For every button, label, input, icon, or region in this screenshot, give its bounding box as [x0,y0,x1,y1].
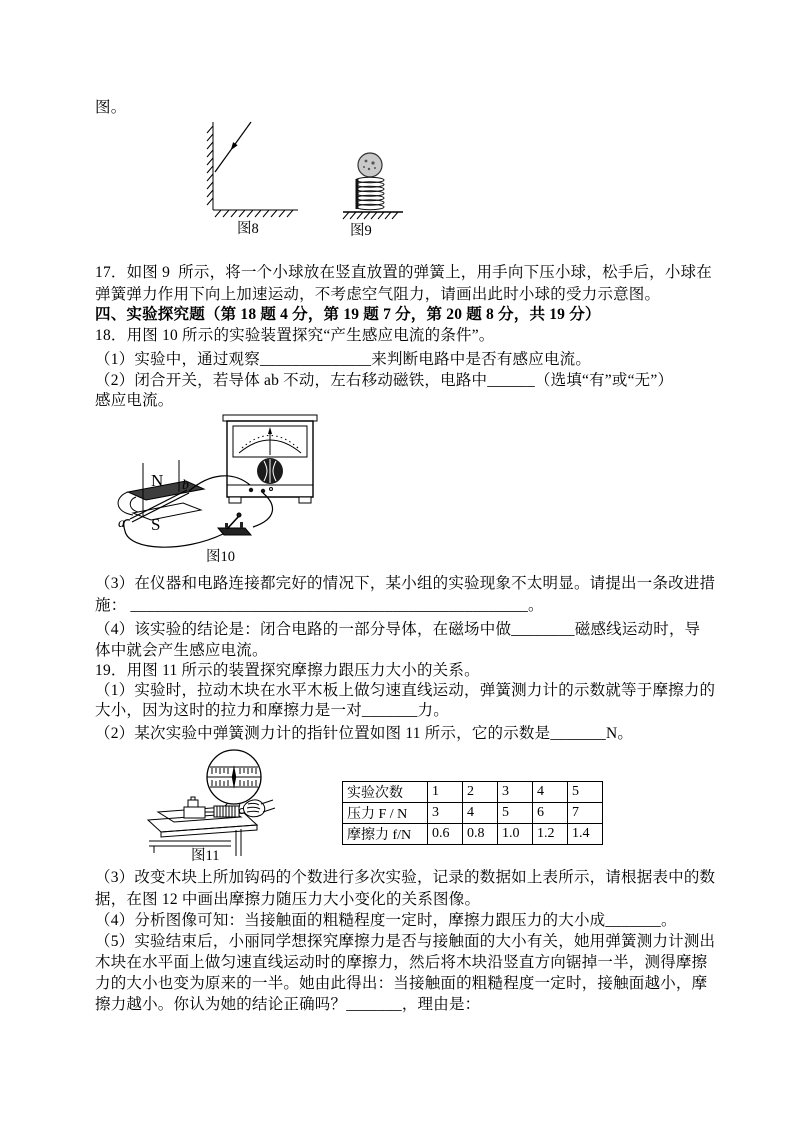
q19-part5-line2: 木块在水平面上做匀速直线运动时的摩擦力，然后将木块沿竖直方向锯掉一半，测得摩擦 [95,954,708,971]
row-header: 实验次数 [343,782,428,803]
figure-10-induction-experiment [105,413,355,563]
figure-9-ball-on-spring [333,138,418,230]
q19-part3-line1: （3）改变木块上所加钩码的个数进行多次实验，记录的数据如上表所示，请根据表中的数 [95,869,716,886]
ball-icon [358,153,382,177]
figure-9-label: 图9 [350,223,372,239]
galvanometer-icon [223,415,317,503]
wood-block-icon [184,797,205,818]
figure-8-wall-ray-diagram [195,116,310,221]
table-row: 实验次数 1 2 3 4 5 [343,782,603,803]
rod-end-b-label: b [182,478,189,493]
pole-s-label: S [151,515,161,534]
q19-stem: 19．用图 11 所示的装置探究摩擦力跟压力大小的关系。 [95,662,480,679]
q18-part3-line2: 施： __________________________________________________。 [95,597,544,614]
q18-part3-line1: （3）在仪器和电路连接都完好的情况下，某小组的实验现象不太明显。请提出一条改进措 [95,575,716,592]
q18-part1: （1）实验中，通过观察______________来判断电路中是否有感应电流。 [95,351,592,368]
friction-data-table [342,781,603,845]
q19-part5-line1: （5）实验结束后，小丽同学想探究摩擦力是否与接触面的大小有关，她用弹簧测力计测出 [95,933,716,950]
magnifier-scale-icon [207,750,261,808]
q18-stem: 18．用图 10 所示的实验装置探究“产生感应电流的条件”。 [95,327,495,344]
q19-part5-line4: 擦力越小。你认为她的结论正确吗？_______，理由是： [95,996,481,1013]
q19-part3-line2: 据，在图 12 中画出摩擦力随压力大小变化的关系图像。 [95,891,481,908]
switch-icon [218,513,251,535]
q19-part2: （2）某次实验中弹簧测力计的指针位置如图 11 所示，它的示数是_______N。 [95,725,634,742]
ray-arrow-icon [215,122,251,172]
q19-part5-line3: 力的大小也变为原来的一半。她由此得出：当接触面的粗糙程度一定时，接触面越小，摩 [95,975,708,992]
row-header: 摩擦力 f/N [343,824,428,845]
q18-part2-line2: 感应电流。 [95,392,174,409]
rod-end-a-label: a [118,516,125,531]
q17-line-1: 17．如图 9 所示，将一个小球放在竖直放置的弹簧上，用手向下压小球，松手后，小球在 [95,264,712,281]
q19-part1-line2: 大小，因为这时的拉力和摩擦力是一对_______力。 [95,702,449,719]
q19-part1-line1: （1）实验时，拉动木块在水平木板上做匀速直线运动，弹簧测力计的示数就等于摩擦力的 [95,682,716,699]
figure-11-label: 图11 [191,848,220,864]
q19-part4: （4）分析图像可知：当接触面的粗糙程度一定时，摩擦力跟压力的大小成_______。 [95,912,677,929]
section-header: 四、实验探究题（第 18 题 4 分，第 19 题 7 分，第 20 题 8 分，共 19 分） [95,306,601,323]
q18-part2-line1: （2）闭合开关，若导体 ab 不动，左右移动磁铁，电路中______（选填“有”或“无”） [95,372,674,389]
table-row: 压力 F / N 3 4 5 6 7 [343,803,603,824]
row-header: 压力 F / N [343,803,428,824]
q18-part4-line2: 体中就会产生感应电流。 [95,642,268,659]
q17-line-2: 弹簧弹力作用下向上加速运动，不考虑空气阻力，请画出此时小球的受力示意图。 [95,286,661,303]
figure-8-label: 图8 [237,221,259,237]
lead-text: 图。 [95,99,127,116]
ground-hatching [343,212,403,219]
table-row: 摩擦力 f/N 0.6 0.8 1.0 1.2 1.4 [343,824,603,845]
hand-icon [243,800,275,817]
pole-n-label: N [151,471,164,490]
wall-and-ground [207,122,298,217]
figure-11-friction-experiment [140,746,330,858]
figure-10-label: 图10 [206,549,235,565]
spring-icon [356,177,384,209]
q18-part4-line1: （4）该实验的结论是：闭合电路的一部分导体，在磁场中做________磁感线运动时，导 [95,621,701,638]
